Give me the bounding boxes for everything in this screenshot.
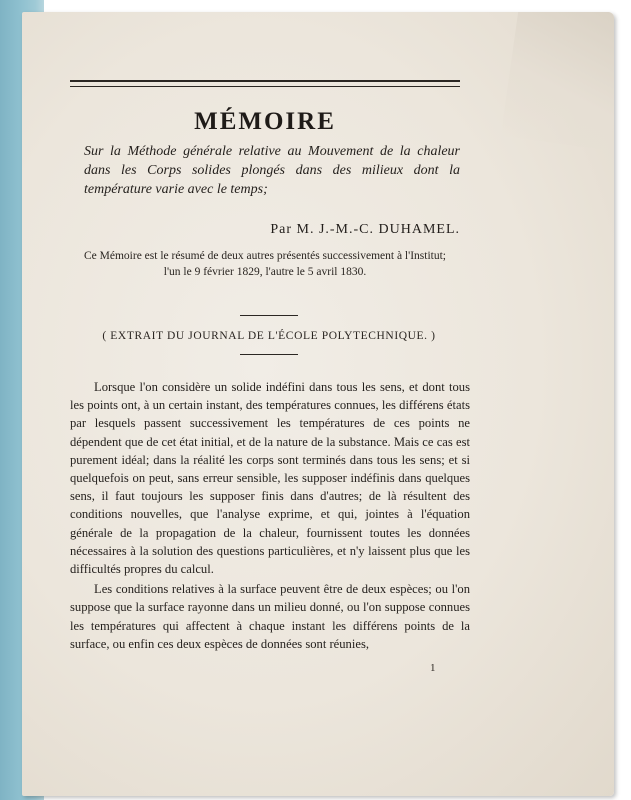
extract-heading: ( EXTRAIT DU JOURNAL DE L'ÉCOLE POLYTECHNIQUE. ) xyxy=(102,330,436,342)
note-line-2: l'un le 9 février 1829, l'autre le 5 avril 1830. xyxy=(163,266,367,278)
note-line-1: Ce Mémoire est le résumé de deux autres présentés successivement à l'Institut; xyxy=(84,250,446,262)
paragraph-1: Lorsque l'on considère un solide indéfini dans tous les sens, et dont tous les points ont, à un certain instant, des températures connues, les différens états par lesquels passent successivement les températures de ces points ne dépendent que de cet état initial, et de la nature de la substance. Mais ce cas est purement idéal; dans la réalité les corps sont terminés dans tous les sens; et si quelquefois on peut, sans erreur sensible, les supposer indéfinis dans quelques sens, il faut toujours les supposer finis dans d'autres; de là résultent des conditions nouvelles, que l'analyse exprime, et qui, jointes à l'équation générale de la propagation de la chaleur, fournissent toutes les données nécessaires à la solution des questions particulières, et n'y laissent plus que les difficultés propres du calcul. xyxy=(70,380,470,577)
page-title: MÉMOIRE xyxy=(194,108,336,135)
divider-rule-lower xyxy=(240,354,298,355)
author-line: Par M. J.-M.-C. DUHAMEL. xyxy=(270,222,460,237)
page-number: 1 xyxy=(430,662,436,674)
folded-corner xyxy=(501,12,614,151)
paragraph-2: Les conditions relatives à la surface peuvent être de deux espèces; ou l'on suppose que la surface rayonne dans un milieu donné, ou l'on suppose connues les températures qui affectent à chaque instant les différens points de la surface, ou enfin ces deux espèces de données sont réunies, xyxy=(70,582,470,651)
subtitle: Sur la Méthode générale relative au Mouvement de la chaleur dans les Corps solides plongés dans des milieux dont la température varie avec le temps; xyxy=(84,144,460,197)
top-rule xyxy=(70,80,460,87)
body-text xyxy=(70,378,470,653)
note xyxy=(64,248,466,280)
divider-rule-upper xyxy=(240,315,298,316)
